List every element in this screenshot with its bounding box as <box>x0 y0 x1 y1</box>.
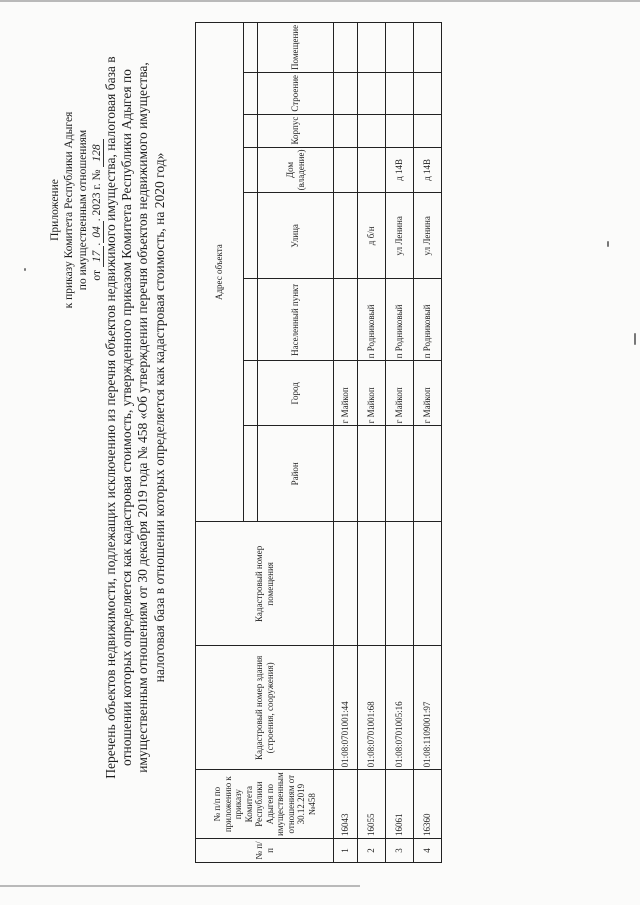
cell-street: д б/н <box>358 193 386 279</box>
header-spacer <box>244 279 258 361</box>
header-room-cadastral: Кадастровый номер помещения <box>196 522 334 646</box>
header-spacer <box>244 72 258 114</box>
header-appendix-num: № п/п по приложению к приказу Комитета Республики Адыгея по имущественным отношениям от 30.12.2019 №458 <box>196 770 334 839</box>
appendix-date-day: 17 <box>91 246 104 268</box>
cell-room-cadastral <box>386 522 414 646</box>
cell-corpus <box>358 114 386 147</box>
cell-num: 1 <box>334 839 358 863</box>
document-heading: Перечень объектов недвижимости, подлежащих исключению из перечня объектов недвижимого имущества, налоговая база в отношении которых определяется как кадастровая стоимость, утвержденного приказом Комитета Республики Адыгея по имущественным отношениям от 30 декабря 2019 года № 458 «Об утверждении перечня объектов недвижимого имущества, налоговая база в отношении которых определяется как кадастровая стоимость, на 2020 год» <box>103 56 167 779</box>
cell-district <box>414 426 442 522</box>
header-address: Адрес объекта <box>196 22 244 521</box>
header-district: Район <box>258 426 334 522</box>
appendix-number: 128 <box>91 139 104 166</box>
header-city: Город <box>258 361 334 426</box>
cell-premises <box>414 22 442 72</box>
cell-city: г Майкоп <box>358 361 386 426</box>
cell-settlement: п Родниковый <box>386 279 414 361</box>
cell-room-cadastral <box>358 522 386 646</box>
header-building-cadastral: Кадастровый номер здания (строения, сооружения) <box>196 646 334 770</box>
cell-district <box>358 426 386 522</box>
appendix-line-2: по имущественным отношениям <box>77 129 89 291</box>
cell-num: 3 <box>386 839 414 863</box>
header-house: Дом (владение) <box>258 147 334 193</box>
cell-house: д 14В <box>414 147 442 193</box>
cell-corpus <box>386 114 414 147</box>
header-street: Улица <box>258 193 334 279</box>
cell-room-cadastral <box>414 522 442 646</box>
table-row <box>386 22 414 862</box>
cell-street <box>334 193 358 279</box>
cell-corpus <box>334 114 358 147</box>
cell-building-cadastral: 01:08:0701005:16 <box>386 646 414 770</box>
header-settlement: Населенный пункт <box>258 279 334 361</box>
appendix-date-line: от 17.04. 2023 г. № 128 <box>90 75 104 345</box>
cell-street: ул Ленина <box>414 193 442 279</box>
cell-structure <box>414 72 442 114</box>
table-header-row <box>196 22 244 862</box>
header-premises: Помещение <box>258 22 334 72</box>
header-spacer <box>244 361 258 426</box>
objects-table <box>195 22 442 863</box>
table-row <box>358 22 386 862</box>
cell-building-cadastral: 01:08:0701001:68 <box>358 646 386 770</box>
cell-district <box>334 426 358 522</box>
cell-building-cadastral: 01:08:1109001:97 <box>414 646 442 770</box>
cell-city: г Майкоп <box>334 361 358 426</box>
cell-appendix-num: 16055 <box>358 770 386 839</box>
header-spacer <box>244 22 258 72</box>
appendix-date-month: 04 <box>91 221 104 243</box>
cell-street: ул Ленина <box>386 193 414 279</box>
cell-structure <box>358 72 386 114</box>
appendix-title: Приложение <box>49 179 61 241</box>
header-spacer <box>244 426 258 522</box>
table-row <box>414 22 442 862</box>
cell-city: г Майкоп <box>386 361 414 426</box>
header-structure: Строение <box>258 72 334 114</box>
cell-structure <box>334 72 358 114</box>
header-spacer <box>244 193 258 279</box>
cell-num: 4 <box>414 839 442 863</box>
cell-house <box>334 147 358 193</box>
cell-appendix-num: 16360 <box>414 770 442 839</box>
cell-building-cadastral: 01:08:0701001:44 <box>334 646 358 770</box>
cell-settlement: п Родниковый <box>414 279 442 361</box>
appendix-date-year: 2023 г. № <box>91 169 103 216</box>
cell-house: д 14В <box>386 147 414 193</box>
cell-structure <box>386 72 414 114</box>
cell-settlement <box>334 279 358 361</box>
header-corpus: Корпус <box>258 114 334 147</box>
header-num: № п/п <box>196 839 334 863</box>
appendix-date-prefix: от <box>91 270 103 281</box>
cell-premises <box>358 22 386 72</box>
cell-premises <box>386 22 414 72</box>
header-spacer <box>244 147 258 193</box>
cell-premises <box>334 22 358 72</box>
appendix-line-1: к приказу Комитета Республики Адыгея <box>63 111 75 309</box>
cell-city: г Майкоп <box>414 361 442 426</box>
header-spacer <box>244 114 258 147</box>
cell-settlement: п Родниковый <box>358 279 386 361</box>
cell-num: 2 <box>358 839 386 863</box>
cell-appendix-num: 16061 <box>386 770 414 839</box>
appendix-block <box>48 75 104 345</box>
cell-house <box>358 147 386 193</box>
cell-appendix-num: 16043 <box>334 770 358 839</box>
cell-room-cadastral <box>334 522 358 646</box>
cell-district <box>386 426 414 522</box>
cell-corpus <box>414 114 442 147</box>
table-row <box>334 22 358 862</box>
